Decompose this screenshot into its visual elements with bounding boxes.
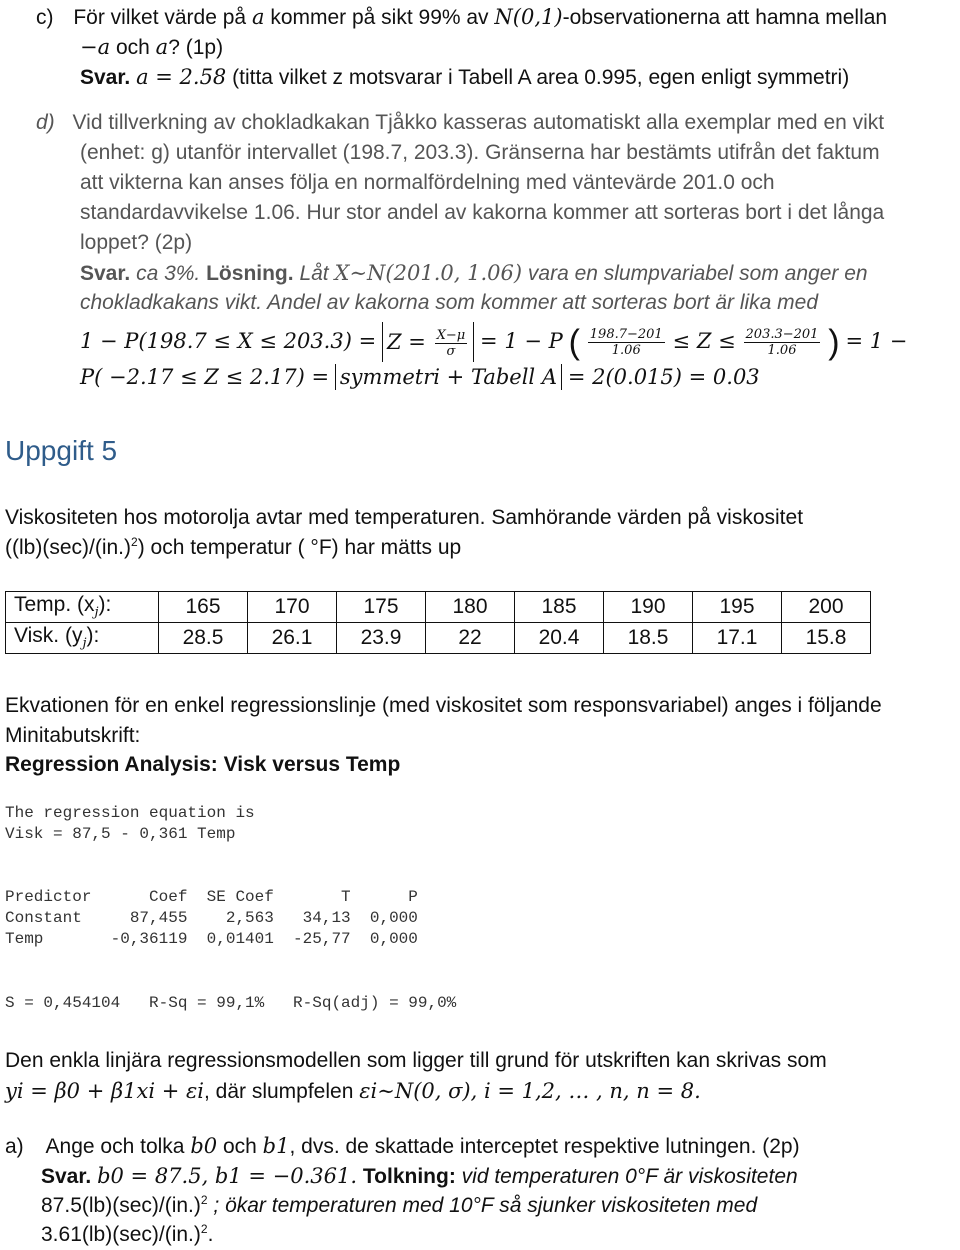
minitab-line: S = 0,454104 R-Sq = 99,1% R-Sq(adj) = 99,0% — [5, 994, 457, 1012]
part-d-answer: Svar. ca 3%. Lösning. Låt X∼N(201.0, 1.06) vara en slumpvariabel som anger en — [80, 261, 868, 285]
part-c-neg-a: −a — [80, 35, 111, 59]
task-5-intro-2: $((lb)(\sec)/(in.)^2)$ och temperatur ( °F) har mätts up — [5, 535, 462, 559]
part-a-tolkning-2: $87.5(lb)(\sec)/(in.)^2$ ; ökar temperaturen med 10°F så sjunker viskositeten med — [41, 1193, 758, 1217]
table-cell: 165 — [159, 592, 248, 623]
eq-intro-2: Minitabutskrift: — [5, 724, 141, 747]
formula-1-paren-close: ) — [828, 323, 840, 362]
table-cell: 28.5 — [159, 623, 248, 654]
part-c-question — [36, 4, 887, 31]
minitab-title: Regression Analysis: Visk versus Temp — [5, 753, 401, 776]
part-d-solution-dist: X∼N(201.0, 1.06) — [334, 261, 523, 285]
part-c-interval — [80, 34, 223, 61]
minitab-line: Constant 87,455 2,563 34,13 0,000 — [5, 909, 418, 927]
part-d-answer-value: ca 3%. — [136, 262, 201, 285]
part-c-text-a: För vilket värde på — [73, 6, 247, 29]
table-cell: 15.8 — [782, 623, 871, 654]
table-row — [6, 623, 871, 654]
part-d-line-1: d) Vid tillverkning av chokladkakan Tjåkko kasseras automatiskt alla exemplar med en vikt — [36, 111, 885, 134]
part-c-och: och — [115, 36, 150, 59]
part-c-answer-eq: a = 2.58 — [136, 65, 227, 89]
part-c-label: c) — [36, 6, 54, 29]
minitab-line: Temp -0,36119 0,01401 -25,77 0,000 — [5, 930, 418, 948]
part-c-var: a — [251, 5, 265, 29]
formula-2: P( −2.17 ≤ Z ≤ 2.17) = symmetri + Tabell A = 2(0.015) = 0.03 — [80, 365, 760, 389]
table-cell: 195 — [693, 592, 782, 623]
formula-1-frac-1: $\frac{198.7-201}{1.06}$ — [589, 326, 663, 358]
formula-1-frac-2: $\frac{203.3-201}{1.06}$ — [745, 326, 819, 358]
part-a-question: a) Ange och tolka b0 och b1, dvs. de skattade interceptet respektive lutningen. (2p) — [5, 1134, 800, 1158]
minitab-line: Predictor Coef SE Coef T P — [5, 888, 418, 906]
formula-1: 1 − P(198.7 ≤ X ≤ 203.3) = Z = $\frac{X-\mu}{\sigma}$ = 1 − P ( $\frac{198.7-201}{1.06}$ ≤ Z ≤ $\frac{203.3-201}{1.06}$ ) = 1 − — [80, 323, 908, 362]
eq-intro-1: Ekvationen för en enkel regressionslinje (med viskositet som responsvariabel) anges i följande — [5, 694, 882, 717]
table-cell: 22 — [426, 623, 515, 654]
table-row — [6, 592, 871, 623]
table-cell: 190 — [604, 592, 693, 623]
table-cell: 26.1 — [248, 623, 337, 654]
table-cell: 170 — [248, 592, 337, 623]
task-5-heading: Uppgift 5 — [5, 435, 118, 466]
part-a-tolkning-3: $3.61(lb)(\sec)/(in.)^2$. — [41, 1222, 214, 1246]
part-d-solution-line-2: chokladkakans vikt. Andel av kakorna som kommer att sorteras bort är lika med — [80, 291, 819, 314]
table-cell: 20.4 — [515, 623, 604, 654]
formula-1-zfrac: $\frac{X-\mu}{\sigma}$ — [436, 328, 466, 360]
table-cell: 17.1 — [693, 623, 782, 654]
part-d-line-4: standardavvikelse 1.06. Hur stor andel av kakorna kommer att sorteras bort i det långa — [80, 201, 885, 224]
part-c-answer-note: (titta vilket z motsvarar i Tabell A area 0.995, egen enligt symmetri) — [232, 66, 850, 89]
part-c-text-b: kommer på sikt 99% av — [270, 6, 489, 29]
formula-2-abs: symmetri + Tabell A — [335, 364, 562, 390]
minitab-line: The regression equation is — [5, 804, 255, 822]
table-row-label: Visk. $(y_j)$: — [6, 623, 159, 654]
part-d-line-3: att vikterna kan anses följa en normalfördelning med väntevärde 201.0 och — [80, 171, 775, 194]
part-d-label: d) — [36, 111, 55, 134]
task-5-intro-1: Viskositeten hos motorolja avtar med temperaturen. Samhörande värden på viskositet — [5, 506, 804, 529]
table-cell: 180 — [426, 592, 515, 623]
part-c-answer — [80, 64, 849, 91]
part-d-line-2: (enhet: g) utanför intervallet (198.7, 203.3). Gränserna har bestämts utifrån det faktum — [80, 141, 880, 164]
part-d-line-5: loppet? (2p) — [80, 231, 193, 254]
part-a-answer: Svar. b0 = 87.5, b1 = −0.361. Tolkning: vid temperaturen 0°F är viskositeten — [41, 1164, 798, 1188]
part-c-answer-label: Svar. — [80, 66, 131, 89]
part-d-solution-label: Lösning. — [206, 262, 294, 285]
part-a-answer-eq: b0 = 87.5, b1 = −0.361. — [97, 1164, 358, 1188]
table-cell: 175 — [337, 592, 426, 623]
data-table — [5, 591, 871, 654]
formula-1-abs: Z = $\frac{X-\mu}{\sigma}$ — [382, 322, 474, 362]
part-c-points: ? (1p) — [168, 36, 224, 59]
formula-1-paren-open: ( — [568, 323, 580, 362]
part-a-label: a) — [5, 1135, 24, 1158]
part-d-answer-label: Svar. — [80, 262, 131, 285]
part-c-pos-a: a — [155, 35, 169, 59]
table-cell: 185 — [515, 592, 604, 623]
model-line-2: yi = β0 + β1xi + εi, där slumpfelen εi∼N(0, σ), i = 1,2, … , n, n = 8. — [5, 1079, 701, 1103]
part-c-dist: N(0,1) — [494, 5, 563, 29]
table-cell: 18.5 — [604, 623, 693, 654]
part-c-text-c: -observationerna att hamna mellan — [562, 6, 888, 29]
table-cell: 200 — [782, 592, 871, 623]
minitab-line: Visk = 87,5 - 0,361 Temp — [5, 825, 236, 843]
model-line-1: Den enkla linjära regressionsmodellen som ligger till grund för utskriften kan skrivas som — [5, 1049, 827, 1072]
model-error-dist: εi∼N(0, σ), i = 1,2, … , n, n = 8. — [359, 1079, 701, 1103]
model-equation: yi = β0 + β1xi + εi — [5, 1079, 204, 1103]
table-row-label: Temp. $(x_j)$: — [6, 592, 159, 623]
table-cell: 23.9 — [337, 623, 426, 654]
